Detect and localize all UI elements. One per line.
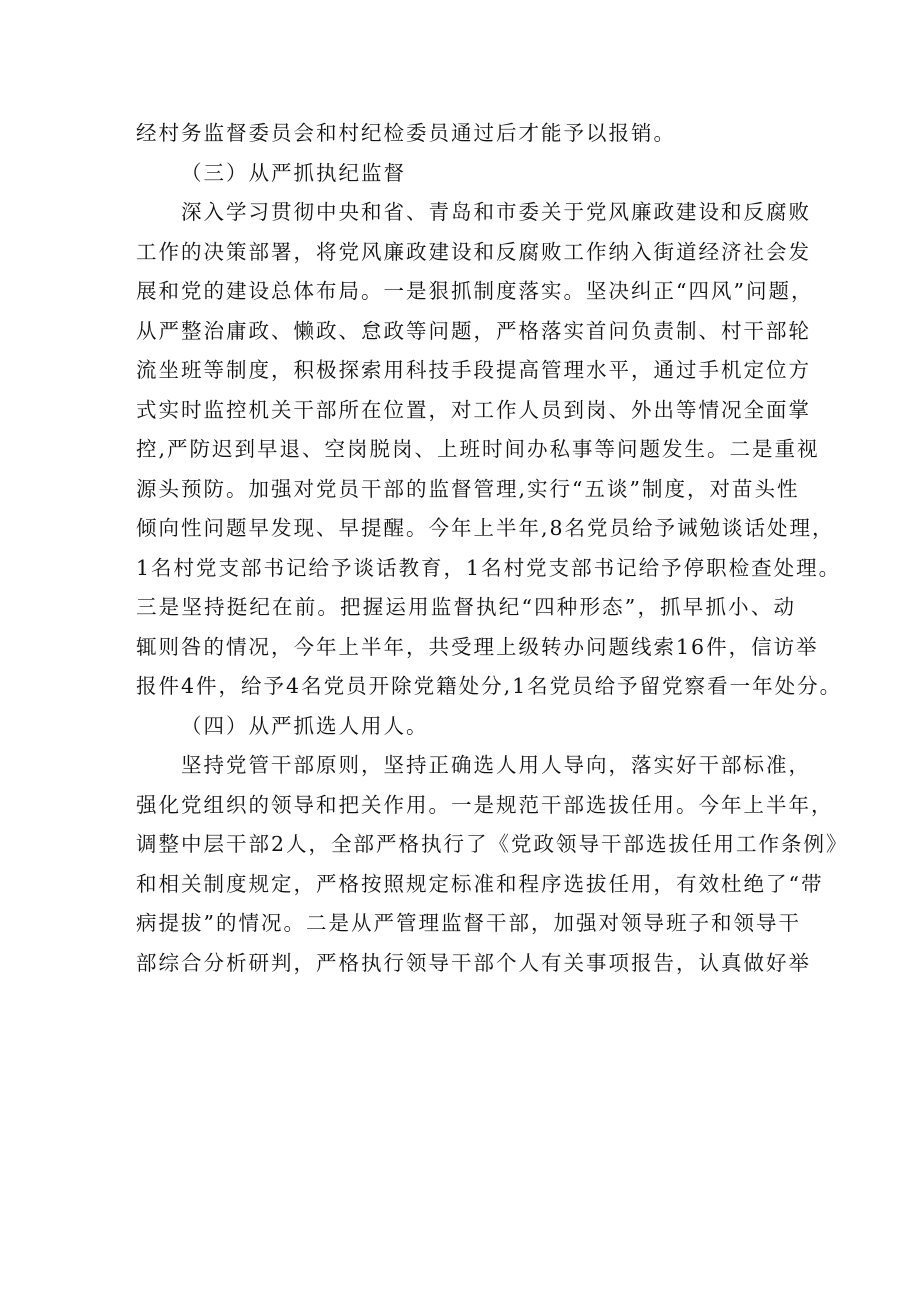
paragraph-line: 倾向性问题早发现、早提醒。今年上半年,8名党员给予诫勉谈话处理， bbox=[136, 516, 835, 540]
paragraph-line: 调整中层干部2人，全部严格执行了《党政领导干部选拔任用工作条例》 bbox=[136, 832, 849, 856]
paragraph-line: 展和党的建设总体布局。一是狠抓制度落实。坚决纠正“四风”问题， bbox=[136, 279, 814, 303]
document-body bbox=[136, 114, 849, 983]
section-heading-4: （四）从严抓选人用人。 bbox=[181, 713, 429, 738]
paragraph-line: 强化党组织的领导和把关作用。一是规范干部选拔任用。今年上半年， bbox=[136, 792, 834, 817]
paragraph-line: 病提拔”的情况。二是从严管理监督干部，加强对领导班子和领导干 bbox=[136, 911, 801, 935]
paragraph-line: 三是坚持挺纪在前。把握运用监督执纪“四种形态”，抓早抓小、动 bbox=[136, 595, 796, 619]
paragraph-line: 部综合分析研判，严格执行领导干部个人有关事项报告，认真做好举 bbox=[136, 950, 811, 975]
paragraph-line: 和相关制度规定，严格按照规定标准和程序选拔任用，有效杜绝了“带 bbox=[136, 871, 824, 896]
paragraph-line: 流坐班等制度，积极探索用科技手段提高管理水平，通过手机定位方 bbox=[136, 358, 811, 382]
paragraph-line: 从严整治庸政、懒政、怠政等问题，严格落实首问负责制、村干部轮 bbox=[136, 318, 811, 343]
paragraph-line: 1名村党支部书记给予谈话教育，1名村党支部书记给予停职检查处理。 bbox=[136, 555, 842, 580]
paragraph-line: 坚持党管干部原则，坚持正确选人用人导向，落实好干部标准， bbox=[181, 753, 811, 777]
paragraph-line: 工作的决策部署，将党风廉政建设和反腐败工作纳入街道经济社会发 bbox=[136, 239, 811, 264]
section-heading-3: （三）从严抓执纪监督 bbox=[181, 160, 406, 185]
paragraph-line: 源头预防。加强对党员干部的监督管理,实行“五谈”制度，对苗头性 bbox=[136, 476, 800, 501]
paragraph-line: 控,严防迟到早退、空岗脱岗、上班时间办私事等问题发生。二是重视 bbox=[136, 437, 820, 461]
paragraph-line: 经村务监督委员会和村纪检委员通过后才能予以报销。 bbox=[136, 121, 676, 145]
paragraph-line: 深入学习贯彻中央和省、青岛和市委关于党风廉政建设和反腐败 bbox=[181, 200, 811, 224]
paragraph-line: 式实时监控机关干部所在位置，对工作人员到岗、外出等情况全面掌 bbox=[136, 397, 811, 422]
paragraph-line: 报件4件，给予4名党员开除党籍处分,1名党员给予留党察看一年处分。 bbox=[136, 674, 843, 698]
paragraph-line: 辄则咎的情况，今年上半年，共受理上级转办问题线索16件，信访举 bbox=[136, 634, 819, 659]
